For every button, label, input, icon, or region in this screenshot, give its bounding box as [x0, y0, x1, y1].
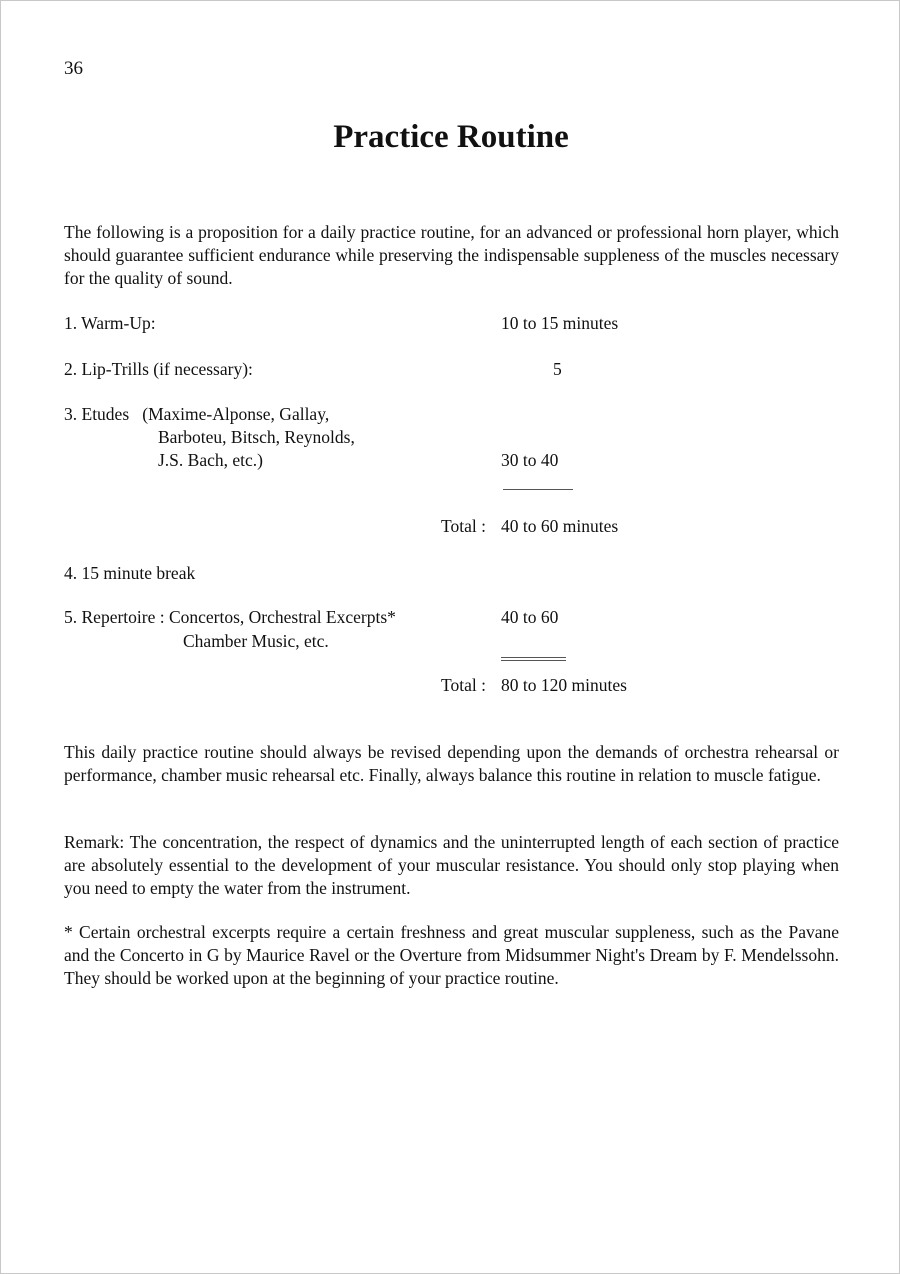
- total2-time: 80 to 120 minutes: [501, 675, 627, 695]
- revise-paragraph: This daily practice routine should always be revised depending upon the demands of orchestra rehearsal or performance, chamber music rehearsal etc. Finally, always balance this routine in relation to muscle fatigue.: [64, 742, 839, 785]
- page-number: 36: [64, 58, 83, 79]
- subtotal-rule: [503, 489, 573, 490]
- total1-label: Total :: [441, 516, 486, 536]
- item-repertoire-line1: 5. Repertoire : Concertos, Orchestral Excerpts*: [64, 607, 396, 627]
- total-double-rule: [501, 657, 566, 661]
- item-liptrills-time: 5: [553, 359, 562, 379]
- item-break: 4. 15 minute break: [64, 563, 196, 583]
- item-etudes-line2: Barboteu, Bitsch, Reynolds,: [158, 427, 355, 447]
- remark-paragraph: Remark: The concentration, the respect of dynamics and the uninterrupted length of each section of practice are absolutely essential to the development of your muscular resistance. You should only stop playing when you need to empty the water from the instrument.: [64, 832, 839, 898]
- item-warmup-time: 10 to 15 minutes: [501, 313, 619, 333]
- item-etudes-line3: J.S. Bach, etc.): [158, 450, 263, 470]
- item-etudes-line1: 3. Etudes (Maxime-Alponse, Gallay,: [64, 404, 330, 424]
- total2-label: Total :: [441, 675, 486, 695]
- item-repertoire-line2: Chamber Music, etc.: [183, 631, 329, 651]
- item-etudes-time: 30 to 40: [501, 450, 559, 470]
- footnote-paragraph: * Certain orchestral excerpts require a certain freshness and great muscular suppleness, such as the Pavane and the Concerto in G by Maurice Ravel or the Overture from Midsummer Night's Dream by F. Mendelssohn. They should be worked upon at the beginning of your practice routine.: [64, 922, 839, 988]
- item-liptrills-label: 2. Lip-Trills (if necessary):: [64, 359, 253, 379]
- intro-paragraph: The following is a proposition for a daily practice routine, for an advanced or professional horn player, which should guarantee sufficient endurance while preserving the indispensable suppleness of the muscles necessary for the quality of sound.: [64, 222, 839, 288]
- total1-time: 40 to 60 minutes: [501, 516, 619, 536]
- item-warmup-label: 1. Warm-Up:: [64, 313, 156, 333]
- item-repertoire-time: 40 to 60: [501, 607, 559, 627]
- page-title: Practice Routine: [333, 119, 569, 155]
